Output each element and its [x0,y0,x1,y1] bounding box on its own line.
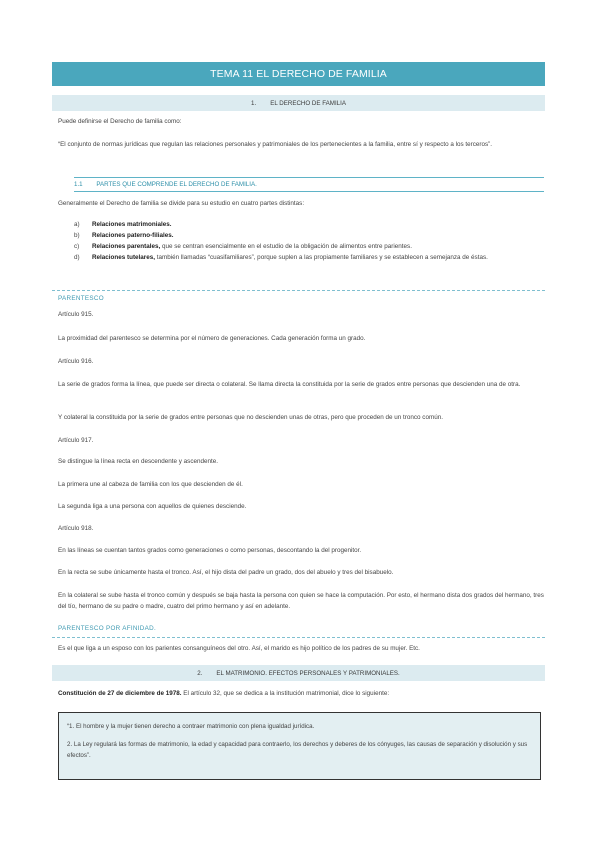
section-divider [52,290,545,291]
article-917-text-3: La segunda liga a una persona con aquellos de quienes desciende. [58,503,247,510]
article-918-text-2: En la recta se sube únicamente hasta el tronco. Así, el hijo dista del padre un grado, dos del abuelo y tres del bisabuelo. [58,569,394,576]
article-916-text: La serie de grados forma la línea, que puede ser directa o colateral. Se llama directa la constituida por la serie de grados entre personas que descienden una de otra. [58,381,521,388]
section-2-header [52,665,545,681]
list-item-bold: Relaciones tutelares, [92,254,155,261]
article-918-text-3: En la colateral se sube hasta el tronco común y después se baja hasta la persona con quien se hace la computación. Por esto, el hermano dista dos grados del hermano, tres del tío, hermano de su padre o madre, cuatro del primo hermano y así en adelante. [58,592,544,610]
quote-paragraph-1: “1. El hombre y la mujer tienen derecho a contraer matrimonio con plena igualdad jurídica. [67,723,315,730]
list-item [74,230,544,241]
constitucion-rest: El artículo 32, que se dedica a la institución matrimonial, dice lo siguiente: [181,690,390,697]
list-item-bold: Relaciones matrimoniales. [92,221,172,228]
list-marker: a) [74,221,80,228]
subsection-1-1-label: PARTES QUE COMPRENDE EL DERECHO DE FAMILIA. [96,181,257,188]
list-item-text: que se centran esencialmente en el estudio de la obligación de alimentos entre parientes. [160,243,412,250]
parts-list [74,219,544,263]
article-916-text-2: Y colateral la constituida por la serie de grados entre personas que no descienden unas de otras, pero que proceden de un tronco común. [58,414,443,421]
section-2-number: 2. [197,669,203,677]
list-item-text: también llamadas “cuasifamiliares”, porque suplen a las propiamente familiares y se establecen a semejanza de éstas. [155,254,488,261]
article-916-label: Artículo 916. [58,358,94,365]
afinidad-divider [52,637,545,638]
list-marker: c) [74,243,80,250]
list-marker: d) [74,254,80,261]
section-1-number: 1. [251,99,257,107]
article-915-label: Artículo 915. [58,311,94,318]
section-2-label: EL MATRIMONIO. EFECTOS PERSONALES Y PATRIMONIALES. [216,669,400,677]
article-917-label: Artículo 917. [58,437,94,444]
article-918-text: En las líneas se cuentan tantos grados como generaciones o como personas, descontando la del progenitor. [58,547,362,554]
list-item [74,219,544,230]
article-917-text-2: La primera une al cabeza de familia con los que descienden de él. [58,481,243,488]
subsection-1-1-number: 1.1 [74,181,83,188]
list-item-bold: Relaciones paterno-filiales. [92,232,174,239]
list-marker: b) [74,232,80,239]
article-915-text: La proximidad del parentesco se determina por el número de generaciones. Cada generación forma un grado. [58,335,366,342]
document-title: TEMA 11 EL DERECHO DE FAMILIA [52,62,545,86]
section-1-label: EL DERECHO DE FAMILIA [270,99,346,107]
subsection-1-1-header [74,181,257,188]
constitucion-text [58,688,544,699]
afinidad-text: Es el que liga a un esposo con los parientes consanguíneos del otro. Así, el marido es hijo político de los padres de su mujer. Etc. [58,645,420,652]
quote-box [58,712,541,780]
article-918-label: Artículo 918. [58,525,94,532]
subsection-bottom-rule [74,191,544,192]
list-item [74,241,544,252]
parts-intro-text: Generalmente el Derecho de familia se divide para su estudio en cuatro partes distintas: [58,200,305,207]
definition-text: “El conjunto de normas jurídicas que regulan las relaciones personales y patrimoniales de los pertenecientes a la familia, entre sí y respecto a los terceros”. [58,141,493,148]
quote-paragraph-2: 2. La Ley regulará las formas de matrimonio, la edad y capacidad para contraerlo, los derechos y deberes de los cónyuges, las causas de separación y disolución y sus efectos”. [67,741,528,759]
list-item [74,252,544,263]
intro-text: Puede definirse el Derecho de familia como: [58,118,182,125]
list-item-bold: Relaciones parentales, [92,243,161,250]
parentesco-heading: PARENTESCO [58,295,104,302]
afinidad-heading: PARENTESCO POR AFINIDAD. [58,625,157,632]
article-917-text: Se distingue la línea recta en descendente y ascendente. [58,458,218,465]
section-1-header [52,95,545,111]
subsection-top-rule [74,177,544,178]
constitucion-bold: Constitución de 27 de diciembre de 1978. [58,690,182,697]
